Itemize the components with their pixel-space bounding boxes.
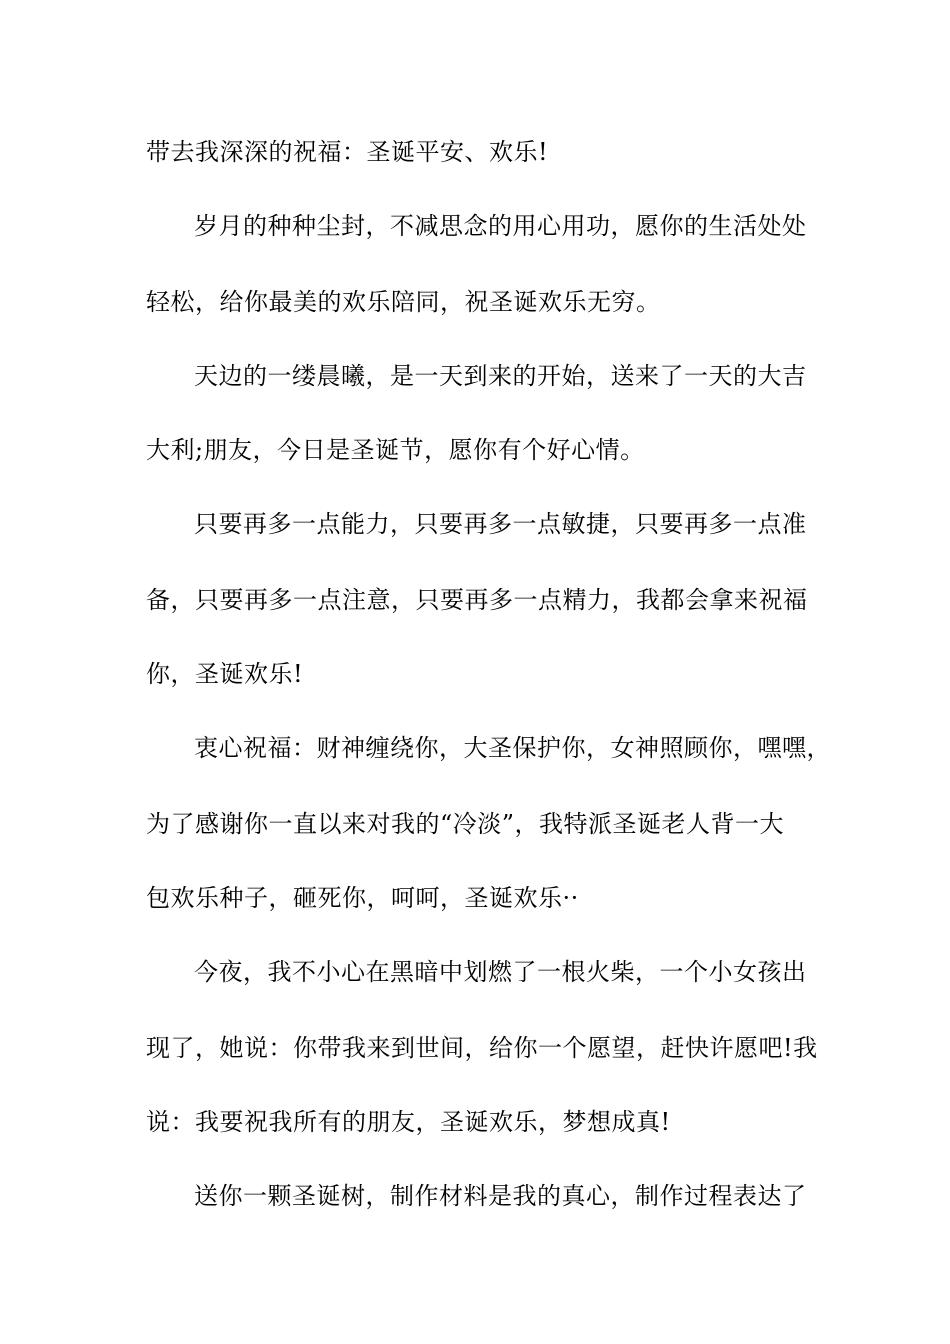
text-line: 今夜，我不小心在黑暗中划燃了一根火柴，一个小女孩出 [194,958,807,986]
text-line: 包欢乐种子，砸死你，呵呵，圣诞欢乐·· [146,884,579,912]
text-line: 衷心祝福：财神缠绕你，大圣保护你，女神照顾你，嘿嘿， [194,734,831,762]
text-line: 天边的一缕晨曦，是一天到来的开始，送来了一天的大吉 [194,362,807,390]
text-line: 你，圣诞欢乐! [146,660,304,688]
text-line: 岁月的种种尘封，不减思念的用心用功，愿你的生活处处 [194,212,807,240]
text-line: 现了，她说：你带我来到世间，给你一个愿望，赶快许愿吧!我 [146,1034,818,1062]
text-line: 大利;朋友，今日是圣诞节，愿你有个好心情。 [146,436,645,464]
text-line: 带去我深深的祝福：圣诞平安、欢乐! [146,138,549,166]
text-line: 说：我要祝我所有的朋友，圣诞欢乐，梦想成真! [146,1108,671,1136]
text-line: 为了感谢你一直以来对我的“冷淡”，我特派圣诞老人背一大 [146,810,785,838]
text-line: 送你一颗圣诞树，制作材料是我的真心，制作过程表达了 [194,1182,807,1210]
text-line: 轻松，给你最美的欢乐陪同，祝圣诞欢乐无穷。 [146,288,661,316]
text-line: 只要再多一点能力，只要再多一点敏捷，只要再多一点准 [194,510,807,538]
text-line: 备，只要再多一点注意，只要再多一点精力，我都会拿来祝福 [146,586,808,614]
